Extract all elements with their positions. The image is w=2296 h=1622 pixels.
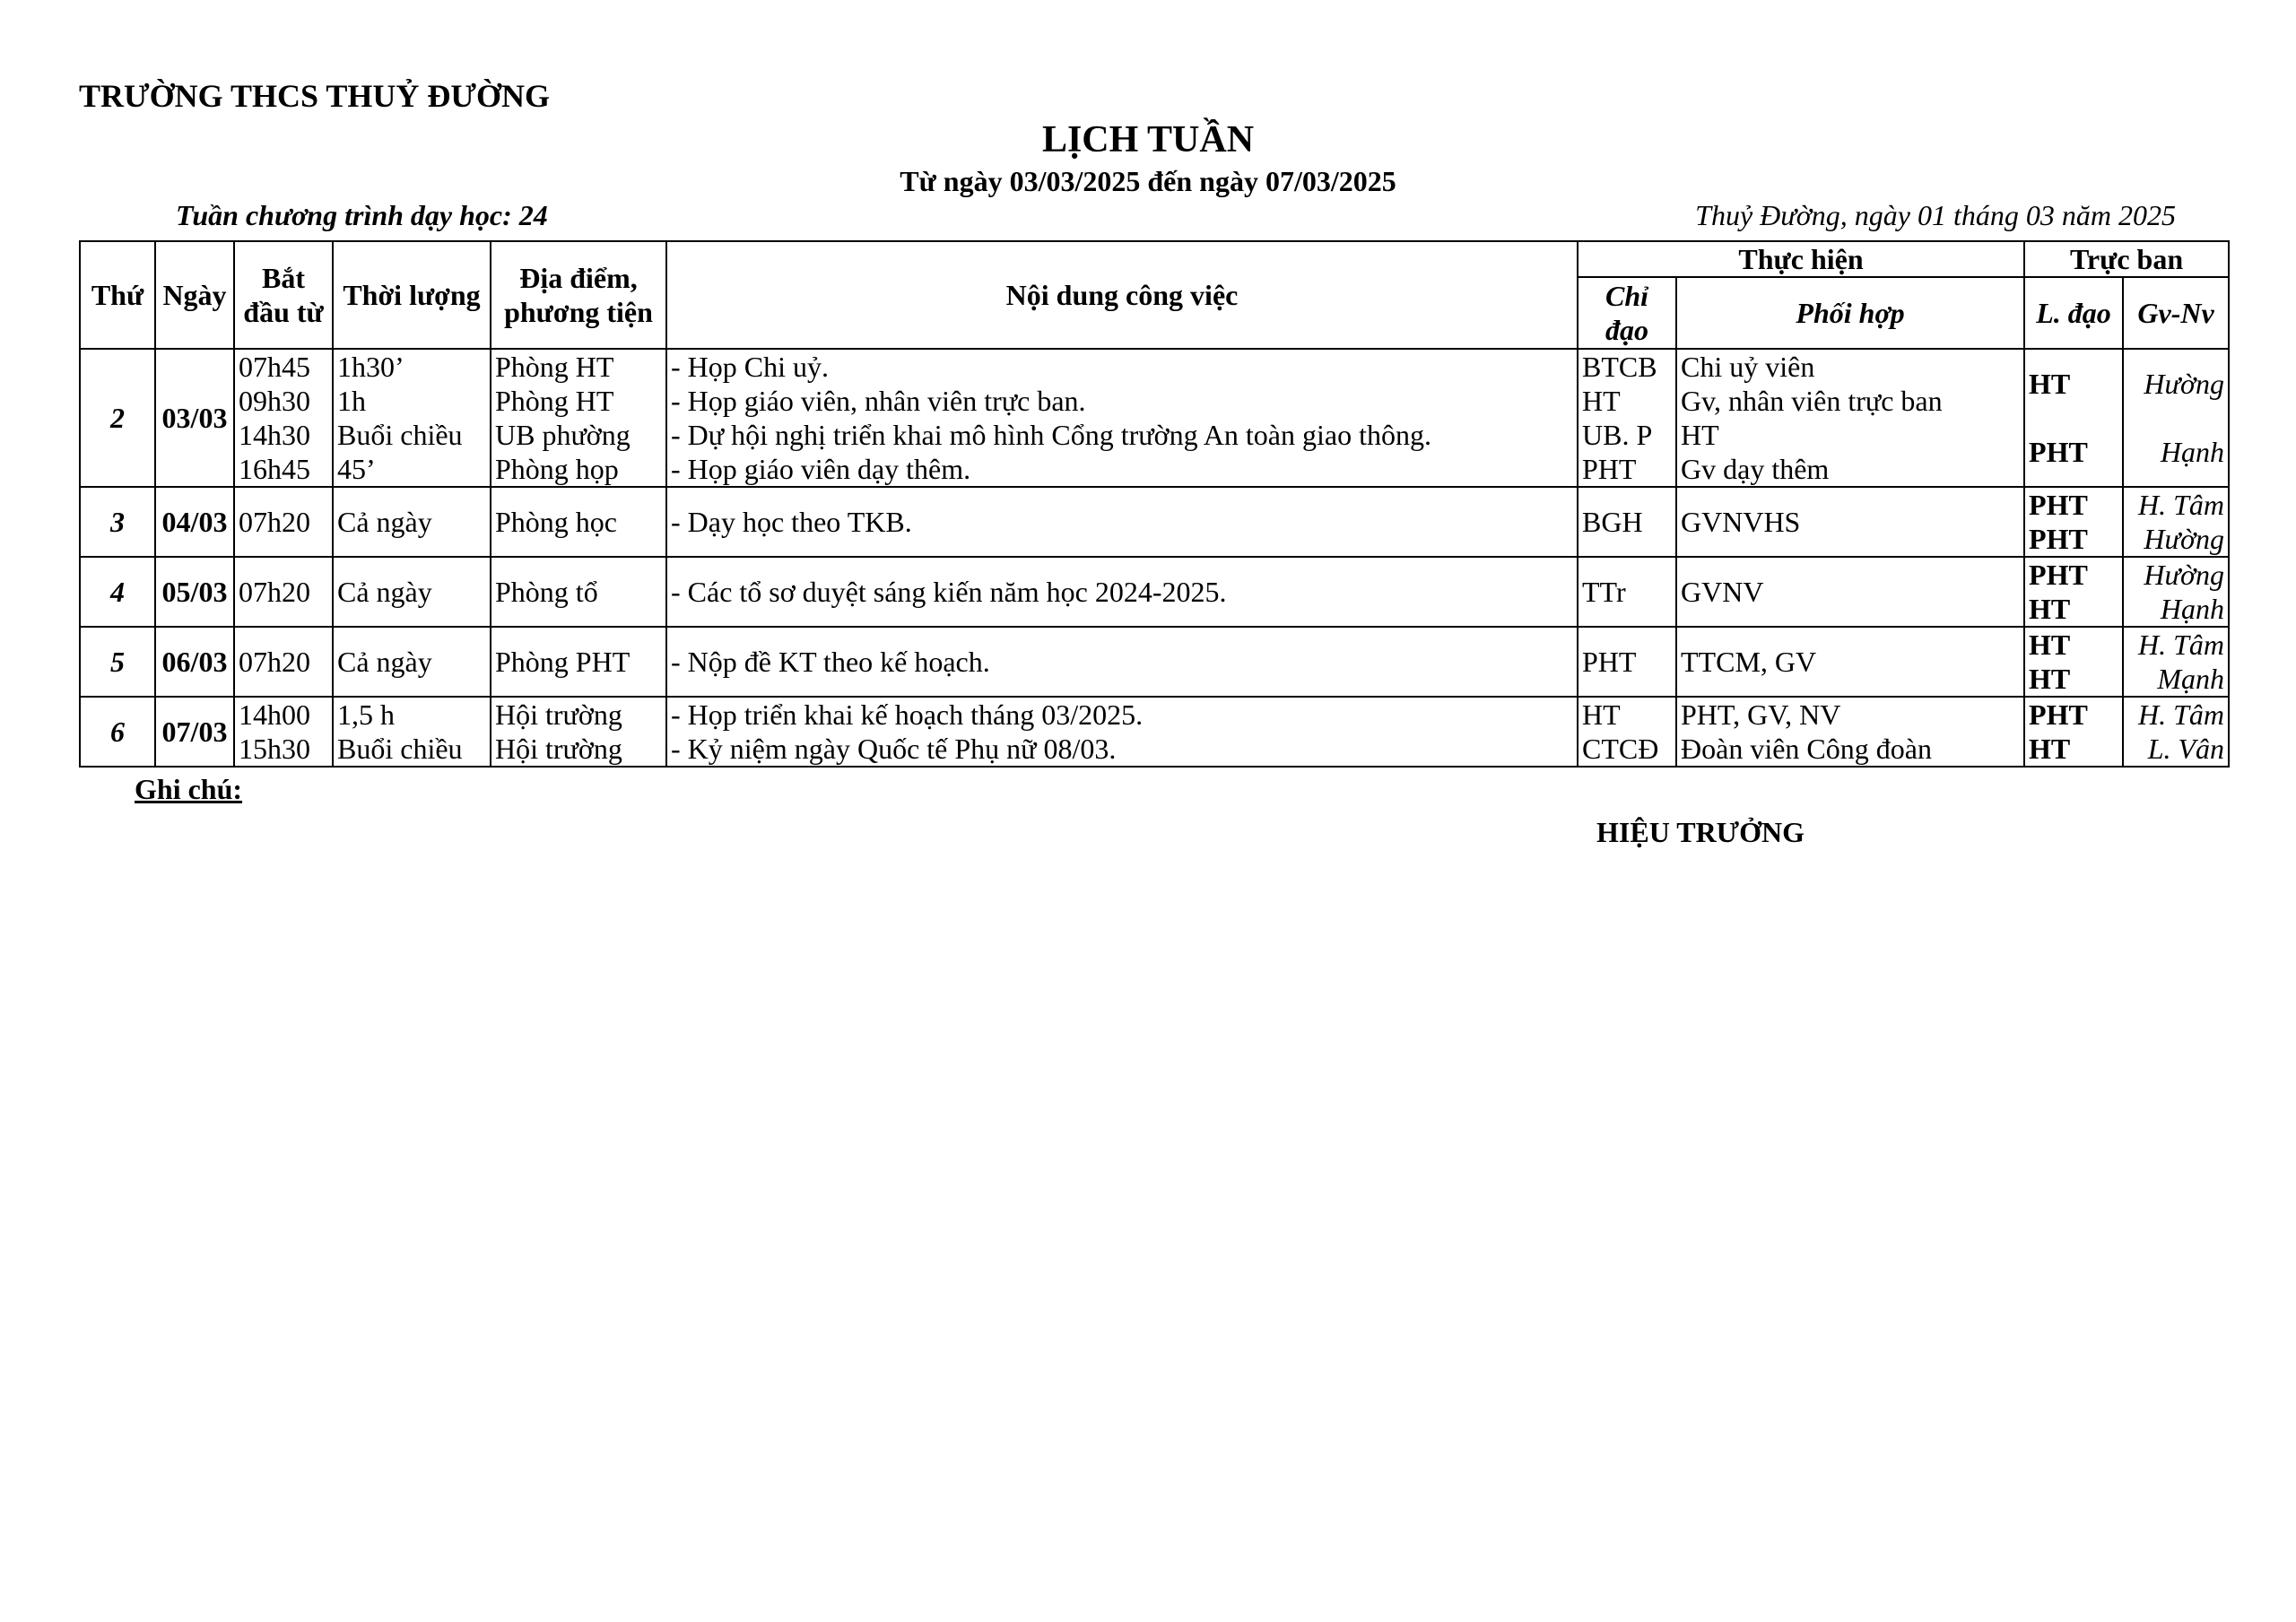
header-bat-dau: Bắt đầu từ [234, 241, 333, 349]
duty-staff-cell [2123, 349, 2229, 487]
duty-lead: HT [2029, 593, 2071, 625]
content: - Các tổ sơ duyệt sáng kiến năm học 2024-2025. [666, 557, 1578, 627]
duty-lead: PHT [2029, 698, 2088, 731]
chi-dao: BTCB [1582, 351, 1657, 383]
header-truc-ban: Trực ban [2024, 241, 2229, 277]
chi-dao-cell [1578, 349, 1676, 487]
duration-cell [333, 697, 491, 767]
date-range: Từ ngày 03/03/2025 đến ngày 07/03/2025 [900, 165, 1396, 197]
duty-lead: PHT [2029, 559, 2088, 591]
place: Hội trường [495, 733, 622, 765]
chi-dao: PHT [1578, 627, 1676, 697]
duration: Cả ngày [333, 557, 491, 627]
table-row [80, 627, 2229, 697]
content: - Họp Chi uỷ. [671, 351, 829, 383]
duty-lead: HT [2029, 663, 2071, 695]
place: Phòng học [491, 487, 666, 557]
table-row [80, 487, 2229, 557]
signature-title: HIỆU TRƯỞNG [1596, 816, 1805, 848]
place-cell [491, 697, 666, 767]
start-time: 14h00 [239, 698, 310, 731]
duty-lead-cell [2024, 697, 2123, 767]
table-row [80, 349, 2229, 487]
phoi-hop: GVNV [1676, 557, 2024, 627]
duty-lead-cell [2024, 487, 2123, 557]
duty-staff-cell [2123, 627, 2229, 697]
date-cell: 07/03 [155, 697, 234, 767]
duty-lead: HT [2029, 368, 2071, 400]
start-time: 07h20 [234, 487, 333, 557]
day-cell: 6 [80, 697, 155, 767]
duty-lead: PHT [2029, 523, 2088, 555]
place: Phòng PHT [491, 627, 666, 697]
duration: Buổi chiều [337, 419, 463, 451]
place-date: Thuỷ Đường, ngày 01 tháng 03 năm 2025 [1695, 199, 2176, 231]
content-cell [666, 349, 1578, 487]
day-cell: 3 [80, 487, 155, 557]
chi-dao: CTCĐ [1582, 733, 1659, 765]
duty-staff: H. Tâm [2138, 629, 2225, 661]
duty-lead-cell [2024, 627, 2123, 697]
content: - Dự hội nghị triển khai mô hình Cổng trường An toàn giao thông. [671, 419, 1431, 451]
content: - Nộp đề KT theo kế hoạch. [666, 627, 1578, 697]
duration: 1,5 h [337, 698, 395, 731]
duty-lead: PHT [2029, 489, 2088, 521]
note-label: Ghi chú: [135, 773, 243, 805]
phoi-hop-cell [1676, 697, 2024, 767]
duration: Cả ngày [333, 627, 491, 697]
duty-lead: PHT [2029, 436, 2088, 468]
place: Hội trường [495, 698, 622, 731]
duty-staff: L. Vân [2147, 733, 2225, 765]
chi-dao: HT [1582, 385, 1621, 417]
content: - Kỷ niệm ngày Quốc tế Phụ nữ 08/03. [671, 733, 1117, 765]
start-time: 07h20 [234, 627, 333, 697]
duty-staff: Hạnh [2160, 436, 2225, 468]
start-time: 07h45 [239, 351, 310, 383]
content: - Dạy học theo TKB. [666, 487, 1578, 557]
start-time: 15h30 [239, 733, 310, 765]
duty-staff: H. Tâm [2138, 489, 2225, 521]
duty-staff: H. Tâm [2138, 698, 2225, 731]
phoi-hop: Gv, nhân viên trực ban [1681, 385, 1943, 417]
content: - Họp giáo viên, nhân viên trực ban. [671, 385, 1086, 417]
chi-dao: TTr [1578, 557, 1676, 627]
chi-dao: BGH [1578, 487, 1676, 557]
duration: 45’ [337, 453, 376, 485]
place: UB phường [495, 419, 631, 451]
header-l-dao: L. đạo [2024, 277, 2123, 349]
start-time: 07h20 [234, 557, 333, 627]
header-noi-dung: Nội dung công việc [666, 241, 1578, 349]
duration: 1h [337, 385, 366, 417]
chi-dao: HT [1582, 698, 1621, 731]
duty-staff-cell [2123, 487, 2229, 557]
duty-lead-cell [2024, 349, 2123, 487]
duty-lead: HT [2029, 629, 2071, 661]
header-gv-nv: Gv-Nv [2123, 277, 2229, 349]
content: - Họp triển khai kế hoạch tháng 03/2025. [671, 698, 1144, 731]
header-thuc-hien: Thực hiện [1578, 241, 2024, 277]
table-row [80, 557, 2229, 627]
duration: 1h30’ [337, 351, 404, 383]
phoi-hop: GVNVHS [1676, 487, 2024, 557]
start-time: 14h30 [239, 419, 310, 451]
phoi-hop-cell [1676, 349, 2024, 487]
date-cell: 04/03 [155, 487, 234, 557]
phoi-hop: PHT, GV, NV [1681, 698, 1841, 731]
chi-dao: PHT [1582, 453, 1637, 485]
place: Phòng tổ [491, 557, 666, 627]
start-time: 16h45 [239, 453, 310, 485]
place: Phòng họp [495, 453, 619, 485]
duty-staff-cell [2123, 557, 2229, 627]
duty-lead: HT [2029, 733, 2071, 765]
place: Phòng HT [495, 385, 614, 417]
date-cell: 05/03 [155, 557, 234, 627]
day-cell: 2 [80, 349, 155, 487]
header-dia-diem: Địa điểm, phương tiện [491, 241, 666, 349]
duty-staff: Hường [2144, 559, 2225, 591]
content: - Họp giáo viên dạy thêm. [671, 453, 971, 485]
header-chi-dao: Chỉ đạo [1578, 277, 1676, 349]
date-cell: 03/03 [155, 349, 234, 487]
start-time: 09h30 [239, 385, 310, 417]
school-name: TRƯỜNG THCS THUỶ ĐƯỜNG [79, 78, 551, 114]
week-label: Tuần chương trình dạy học: 24 [176, 199, 548, 231]
schedule-table [79, 240, 2230, 768]
duration: Cả ngày [333, 487, 491, 557]
day-cell: 5 [80, 627, 155, 697]
duration: Buổi chiều [337, 733, 463, 765]
date-cell: 06/03 [155, 627, 234, 697]
duty-staff: Mạnh [2157, 663, 2225, 695]
phoi-hop: Đoàn viên Công đoàn [1681, 733, 1932, 765]
duty-staff-cell [2123, 697, 2229, 767]
chi-dao: UB. P [1582, 419, 1653, 451]
duty-staff: Hường [2144, 523, 2225, 555]
header-thoi-luong: Thời lượng [333, 241, 491, 349]
header-thu: Thứ [80, 241, 155, 349]
duty-staff: Hường [2144, 368, 2225, 400]
place: Phòng HT [495, 351, 614, 383]
header-ngay: Ngày [155, 241, 234, 349]
start-cell [234, 697, 333, 767]
chi-dao-cell [1578, 697, 1676, 767]
duration-cell [333, 349, 491, 487]
duty-staff: Hạnh [2160, 593, 2225, 625]
content-cell [666, 697, 1578, 767]
duty-lead-cell [2024, 557, 2123, 627]
phoi-hop: HT [1681, 419, 1719, 451]
document-title: LỊCH TUẦN [1041, 119, 1255, 160]
table-row [80, 697, 2229, 767]
header-phoi-hop: Phối hợp [1676, 277, 2024, 349]
phoi-hop: Gv dạy thêm [1681, 453, 1830, 485]
phoi-hop: TTCM, GV [1676, 627, 2024, 697]
day-cell: 4 [80, 557, 155, 627]
phoi-hop: Chi uỷ viên [1681, 351, 1815, 383]
place-cell [491, 349, 666, 487]
start-cell [234, 349, 333, 487]
